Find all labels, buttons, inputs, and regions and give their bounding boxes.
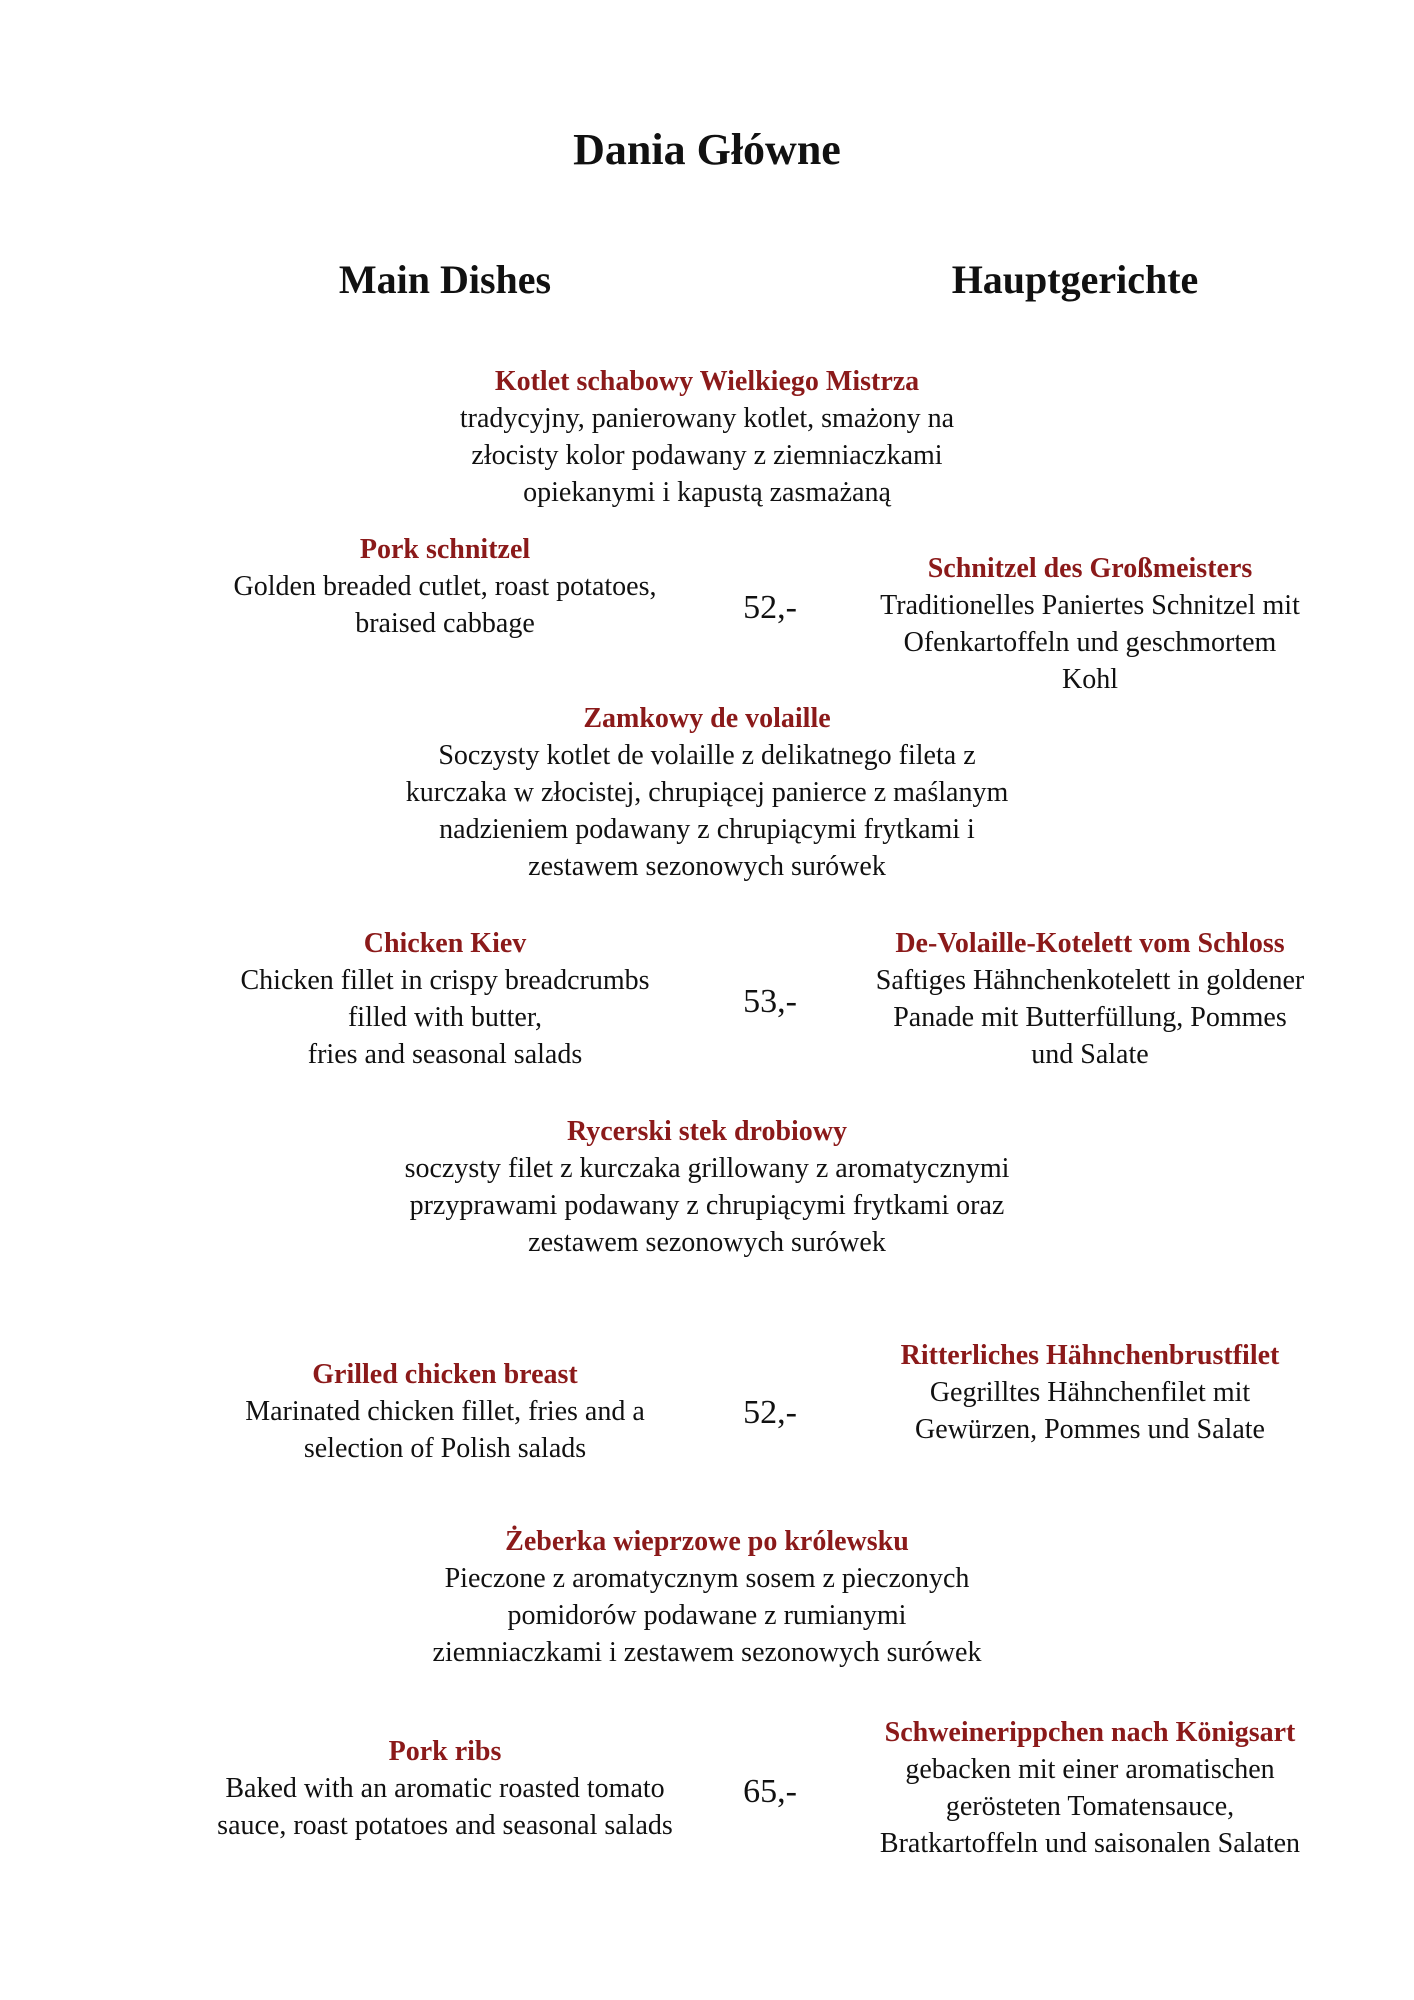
dish-pl-block bbox=[307, 363, 1107, 511]
dish-de-block bbox=[800, 1337, 1380, 1448]
dish-pl-block bbox=[307, 1523, 1107, 1671]
dish-pl-block bbox=[307, 1113, 1107, 1261]
header-hauptgerichte: Hauptgerichte bbox=[951, 257, 1199, 302]
header-main-dishes: Main Dishes bbox=[338, 257, 552, 302]
dish-en-name: Grilled chicken breast bbox=[312, 1359, 578, 1390]
dish-pl-name: Żeberka wieprzowe po królewsku bbox=[505, 1526, 909, 1557]
dish-price: 52,- bbox=[743, 1394, 797, 1431]
dish-en-block bbox=[150, 1733, 740, 1844]
dish-en-description: Baked with an aromatic roasted tomato sauce, roast potatoes and seasonal salads bbox=[217, 1773, 673, 1841]
dish-pl-description: soczysty filet z kurczaka grillowany z aromatycznymi przyprawami podawany z chrupiącymi frytkami oraz zestawem sezonowych surówek bbox=[404, 1153, 1010, 1258]
dish-en-block bbox=[150, 1356, 740, 1467]
dish-de-name: Schweinerippchen nach Königsart bbox=[884, 1717, 1296, 1748]
dish-de-block bbox=[800, 1714, 1380, 1862]
dish-de-description: Traditionelles Paniertes Schnitzel mit Ofenkartoffeln und geschmortem Kohl bbox=[880, 590, 1300, 695]
dish-price: 53,- bbox=[743, 983, 797, 1020]
dish-en-name: Pork ribs bbox=[388, 1736, 502, 1767]
dish-en-name: Pork schnitzel bbox=[359, 534, 531, 565]
dish-de-block bbox=[800, 550, 1380, 698]
dish-pl-name: Zamkowy de volaille bbox=[583, 703, 831, 734]
dish-de-description: Saftiges Hähnchenkotelett in goldener Panade mit Butterfüllung, Pommes und Salate bbox=[875, 965, 1305, 1070]
dish-pl-description: tradycyjny, panierowany kotlet, smażony na złocisty kolor podawany z ziemniaczkami opiekanymi i kapustą zasmażaną bbox=[459, 403, 955, 508]
dish-pl-description: Soczysty kotlet de volaille z delikatnego fileta z kurczaka w złocistej, chrupiącej panierce z maślanym nadzieniem podawany z chrupiącymi frytkami i zestawem sezonowych surówek bbox=[405, 740, 1009, 882]
dish-pl-name: Kotlet schabowy Wielkiego Mistrza bbox=[494, 366, 920, 397]
dish-en-description: Marinated chicken fillet, fries and a selection of Polish salads bbox=[245, 1396, 645, 1464]
dish-price: 52,- bbox=[743, 589, 797, 626]
dish-pl-block bbox=[307, 700, 1107, 885]
dish-de-name: Ritterliches Hähnchenbrustfilet bbox=[900, 1340, 1280, 1371]
dish-price: 65,- bbox=[743, 1773, 797, 1810]
dish-de-block bbox=[800, 925, 1380, 1073]
dish-en-block bbox=[150, 925, 740, 1073]
dish-en-block bbox=[150, 531, 740, 642]
dish-en-name: Chicken Kiev bbox=[363, 928, 527, 959]
dish-en-description: Chicken fillet in crispy breadcrumbs filled with butter, fries and seasonal salads bbox=[240, 965, 650, 1070]
dish-de-description: Gegrilltes Hähnchenfilet mit Gewürzen, Pommes und Salate bbox=[915, 1377, 1265, 1445]
dish-de-description: gebacken mit einer aromatischen gerösteten Tomatensauce, Bratkartoffeln und saisonalen Salaten bbox=[879, 1754, 1301, 1859]
dish-de-name: Schnitzel des Großmeisters bbox=[927, 553, 1253, 584]
page-title: Dania Główne bbox=[573, 125, 841, 174]
dish-de-name: De-Volaille-Kotelett vom Schloss bbox=[895, 928, 1285, 959]
dish-en-description: Golden breaded cutlet, roast potatoes, braised cabbage bbox=[233, 571, 657, 639]
dish-pl-description: Pieczone z aromatycznym sosem z pieczonych pomidorów podawane z rumianymi ziemniaczkami i zestawem sezonowych surówek bbox=[432, 1563, 982, 1668]
dish-pl-name: Rycerski stek drobiowy bbox=[566, 1116, 848, 1147]
